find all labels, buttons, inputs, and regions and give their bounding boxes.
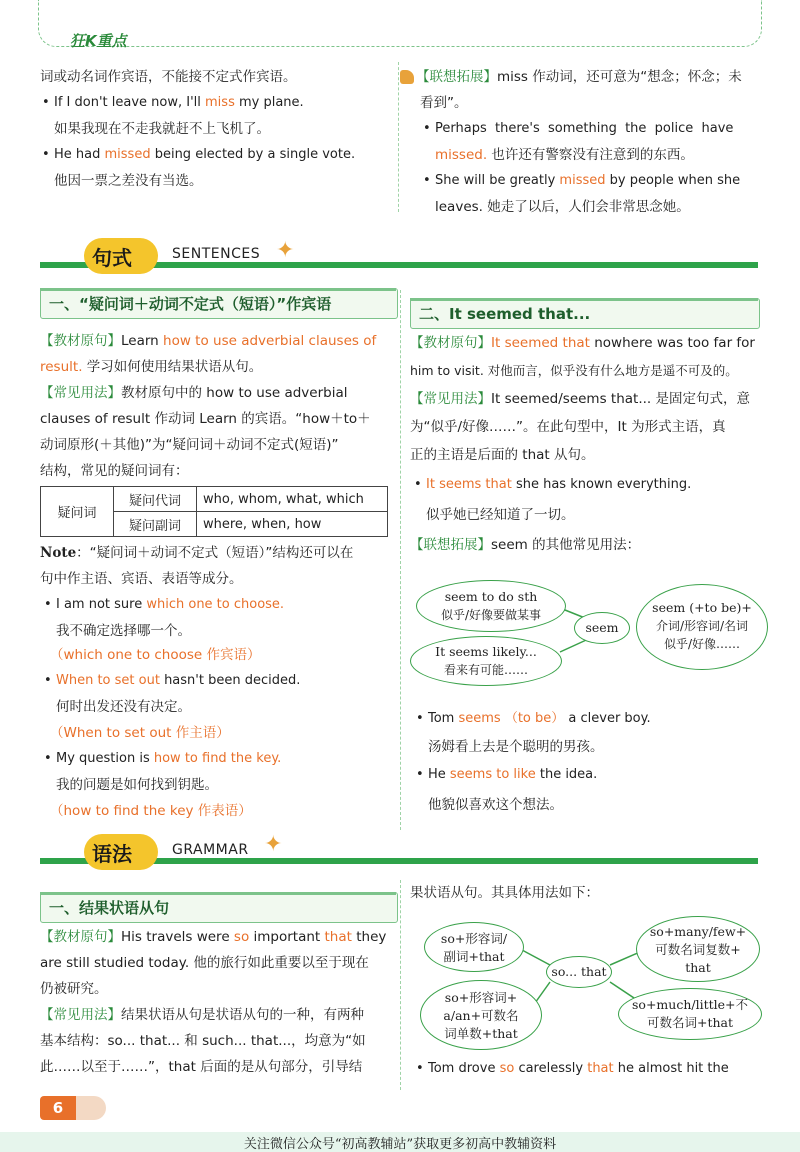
top-left-example-2: • He had missed being elected by a single vote. bbox=[54, 142, 355, 168]
sentences-left-usage-3: 动词原形(＋其他)”为“疑问词＋动词不定式(短语)” bbox=[40, 437, 339, 453]
sentences-title: 句式 bbox=[92, 246, 132, 270]
so-that-node-many-few: so+many/few+ 可数名词复数+ that bbox=[636, 916, 760, 982]
grammar-left-original-3: 仍被研究。 bbox=[40, 981, 108, 997]
table-row-head: 疑问词 bbox=[41, 487, 114, 537]
top-left-example-1: • If I don't leave now, I'll miss my plane. bbox=[54, 90, 304, 116]
grammar-left-usage-3: 此……以至于……”，that 后面的是从句部分，引导结 bbox=[40, 1059, 363, 1075]
so-that-node-adjective: so+形容词/ 副词+that bbox=[424, 922, 524, 972]
grammar-title: 语法 bbox=[92, 842, 132, 866]
sentences-right-heading: 二、It seemed that... bbox=[410, 298, 760, 329]
sentences-left-note: Note：“疑问词＋动词不定式（短语）”结构还可以在 bbox=[40, 545, 354, 561]
sentences-title-en: SENTENCES bbox=[172, 246, 261, 262]
grammar-right-intro: 果状语从句。其具体用法如下： bbox=[410, 885, 599, 901]
sentences-left-original: 【教材原句】Learn how to use adverbial clauses of bbox=[40, 333, 377, 349]
question-word-table bbox=[40, 486, 388, 537]
sentences-left-example-3-note: （how to find the key 作表语） bbox=[50, 803, 252, 819]
sentences-right-usage-3: 正的主语是后面的 that 从句。 bbox=[410, 447, 595, 463]
seem-node-likely: It seems likely... 看来有可能…… bbox=[410, 636, 562, 686]
column-divider bbox=[400, 290, 401, 830]
seem-center-node: seem bbox=[574, 612, 630, 644]
header-logo: 狂K重点 bbox=[70, 32, 127, 50]
sentences-right-usage-2: 为“似乎/好像……”。在此句型中，It 为形式主语，真 bbox=[410, 419, 726, 435]
page-number-tail bbox=[76, 1096, 106, 1120]
table-cell: where, when, how bbox=[197, 512, 388, 537]
sentences-left-example-2-cn: 何时出发还没有决定。 bbox=[56, 699, 191, 715]
grammar-left-heading: 一、结果状语从句 bbox=[40, 892, 398, 923]
cat-icon bbox=[400, 70, 414, 84]
top-left-example-1-cn: 如果我现在不走我就赶不上飞机了。 bbox=[54, 121, 270, 137]
top-right-example-2: • She will be greatly missed by people when she bbox=[435, 168, 740, 194]
sentences-right-example-3: • He seems to like the idea. bbox=[428, 762, 597, 788]
sentences-right-original-2: him to visit. 对他而言，似乎没有什么地方是遥不可及的。 bbox=[410, 363, 738, 378]
sentences-left-example-3: • My question is how to find the key. bbox=[56, 746, 281, 772]
top-left-example-2-cn: 他因一票之差没有当选。 bbox=[54, 173, 203, 189]
sentences-right-example-1: • It seems that she has known everything. bbox=[426, 472, 691, 498]
sentences-left-example-2: • When to set out hasn't been decided. bbox=[56, 668, 300, 694]
sentences-left-example-1: • I am not sure which one to choose. bbox=[56, 592, 284, 618]
sentences-left-usage-1: 【常见用法】教材原句中的 how to use adverbial bbox=[40, 385, 348, 401]
sentences-left-example-1-cn: 我不确定选择哪一个。 bbox=[56, 623, 191, 639]
sentences-right-original: 【教材原句】It seemed that nowhere was too far for bbox=[410, 335, 755, 351]
grammar-right-example: • Tom drove so carelessly that he almost hit the bbox=[428, 1056, 729, 1082]
sentences-left-example-3-cn: 我的问题是如何找到钥匙。 bbox=[56, 777, 218, 793]
sentences-right-example-2: • Tom seems （to be） a clever boy. bbox=[428, 706, 651, 732]
sentences-left-example-2-note: （When to set out 作主语） bbox=[50, 725, 230, 741]
table-cell: 疑问副词 bbox=[114, 512, 197, 537]
sentences-right-usage-1: 【常见用法】It seemed/seems that... 是固定句式，意 bbox=[410, 391, 750, 407]
sentences-left-heading: 一、“疑问词＋动词不定式（短语）”作宾语 bbox=[40, 288, 398, 319]
sentences-left-usage-2: clauses of result 作动词 Learn 的宾语。“how＋to＋ bbox=[40, 411, 371, 427]
sentences-right-example-3-cn: 他貌似喜欢这个想法。 bbox=[428, 797, 563, 813]
sentences-left-usage-4: 结构，常见的疑问词有： bbox=[40, 463, 189, 479]
table-row bbox=[41, 487, 388, 512]
so-that-node-much-little: so+much/little+不 可数名词+that bbox=[618, 988, 762, 1040]
so-that-node-a-an: so+形容词+ a/an+可数名 词单数+that bbox=[420, 980, 542, 1050]
seem-node-adjective: seem (+to be)+ 介词/形容词/名词 似乎/好像…… bbox=[636, 584, 768, 670]
top-left-line: 词或动名词作宾语，不能接不定式作宾语。 bbox=[40, 69, 297, 85]
grammar-left-original: 【教材原句】His travels were so important that they bbox=[40, 929, 387, 945]
top-right-example-1: • Perhaps there's something the police have bbox=[435, 116, 757, 142]
sentences-right-extension: 【联想拓展】seem 的其他常见用法： bbox=[410, 537, 641, 553]
sentences-right-example-1-cn: 似乎她已经知道了一切。 bbox=[426, 507, 575, 523]
column-divider bbox=[398, 62, 399, 212]
top-right-example-2-b: leaves. 她走了以后，人们会非常思念她。 bbox=[435, 199, 690, 215]
sentences-left-example-1-note: （which one to choose 作宾语） bbox=[50, 647, 261, 663]
top-right-extension: 【联想拓展】miss 作动词，还可意为“想念；怀念；未 bbox=[416, 69, 742, 85]
seem-node-to-do: seem to do sth 似乎/好像要做某事 bbox=[416, 580, 566, 632]
grammar-left-original-2: are still studied today. 他的旅行如此重要以至于现在 bbox=[40, 955, 369, 971]
so-that-center-node: so... that bbox=[546, 956, 612, 988]
top-right-example-1-b: missed. 也许还有警察没有注意到的东西。 bbox=[435, 147, 694, 163]
sentences-left-note-2: 句中作主语、宾语、表语等成分。 bbox=[40, 571, 243, 587]
table-cell: 疑问代词 bbox=[114, 487, 197, 512]
table-cell: who, whom, what, which bbox=[197, 487, 388, 512]
grammar-left-usage-2: 基本结构：so... that... 和 such... that...，均意为“如 bbox=[40, 1033, 366, 1049]
sentences-right-example-2-cn: 汤姆看上去是个聪明的男孩。 bbox=[428, 739, 604, 755]
top-frame bbox=[38, 0, 762, 47]
page-number: 6 bbox=[40, 1096, 76, 1120]
grammar-figure-icon: ✦ bbox=[264, 832, 283, 857]
grammar-left-usage-1: 【常见用法】结果状语从句是状语从句的一种，有两种 bbox=[40, 1007, 364, 1023]
footer-note: 关注微信公众号“初高教辅站”获取更多初高中教辅资料 bbox=[243, 1137, 557, 1152]
top-right-extension-2: 看到”。 bbox=[420, 95, 468, 111]
sentences-figure-icon: ✦ bbox=[276, 238, 295, 263]
grammar-title-en: GRAMMAR bbox=[172, 842, 249, 858]
sentences-left-original-2: result. 学习如何使用结果状语从句。 bbox=[40, 359, 263, 375]
